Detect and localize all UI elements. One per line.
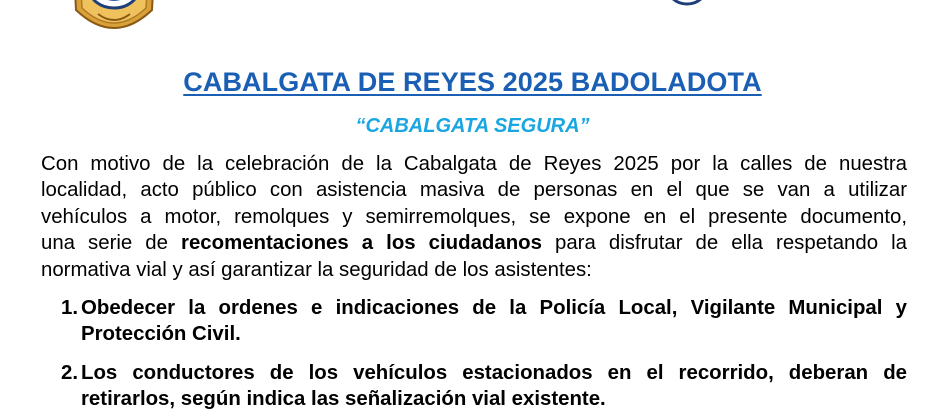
intro-text: para disfrutar de ella respetando la bbox=[541, 232, 907, 255]
intro-paragraph bbox=[41, 151, 907, 283]
list-item-line: Obedecer la ordenes e indicaciones de la Policía Local, Vigilante Municipal y bbox=[81, 297, 907, 319]
list-item bbox=[61, 295, 907, 355]
intro-text: una serie de bbox=[41, 232, 182, 255]
document-title: CABALGATA DE REYES 2025 BADOLADOTA bbox=[183, 67, 762, 97]
intro-line: Con motivo de la celebración de la Cabalgata de Reyes 2025 por la calles de nuestra bbox=[41, 153, 907, 175]
intro-line: vehículos a motor, remolques y semirremolques, se expone en el presente documento, bbox=[41, 205, 907, 228]
police-badge-icon bbox=[68, 0, 160, 42]
document-subtitle: “CABALGATA SEGURA” bbox=[355, 115, 590, 137]
list-item-line: Los conductores de los vehículos estacionados en el recorrido, deberan de bbox=[81, 362, 907, 384]
list-item-line: Protección Civil. bbox=[81, 323, 241, 346]
intro-line: localidad, acto público con asistencia masiva de personas en el que se van a utilizar bbox=[41, 179, 907, 202]
list-item-line: retirarlos, según indica las señalización vial existente. bbox=[81, 388, 606, 411]
intro-line bbox=[41, 230, 907, 256]
list-item-text bbox=[81, 360, 907, 413]
municipal-seal-icon bbox=[665, 0, 709, 6]
list-item-text bbox=[81, 295, 907, 348]
list-item bbox=[61, 360, 907, 420]
list-item-number: 1. bbox=[61, 297, 79, 319]
list-item-number: 2. bbox=[61, 362, 79, 384]
intro-emphasis: recomentaciones a los ciudadanos bbox=[181, 232, 542, 255]
intro-line: normativa vial y así garantizar la seguridad de los asistentes: bbox=[41, 258, 592, 281]
